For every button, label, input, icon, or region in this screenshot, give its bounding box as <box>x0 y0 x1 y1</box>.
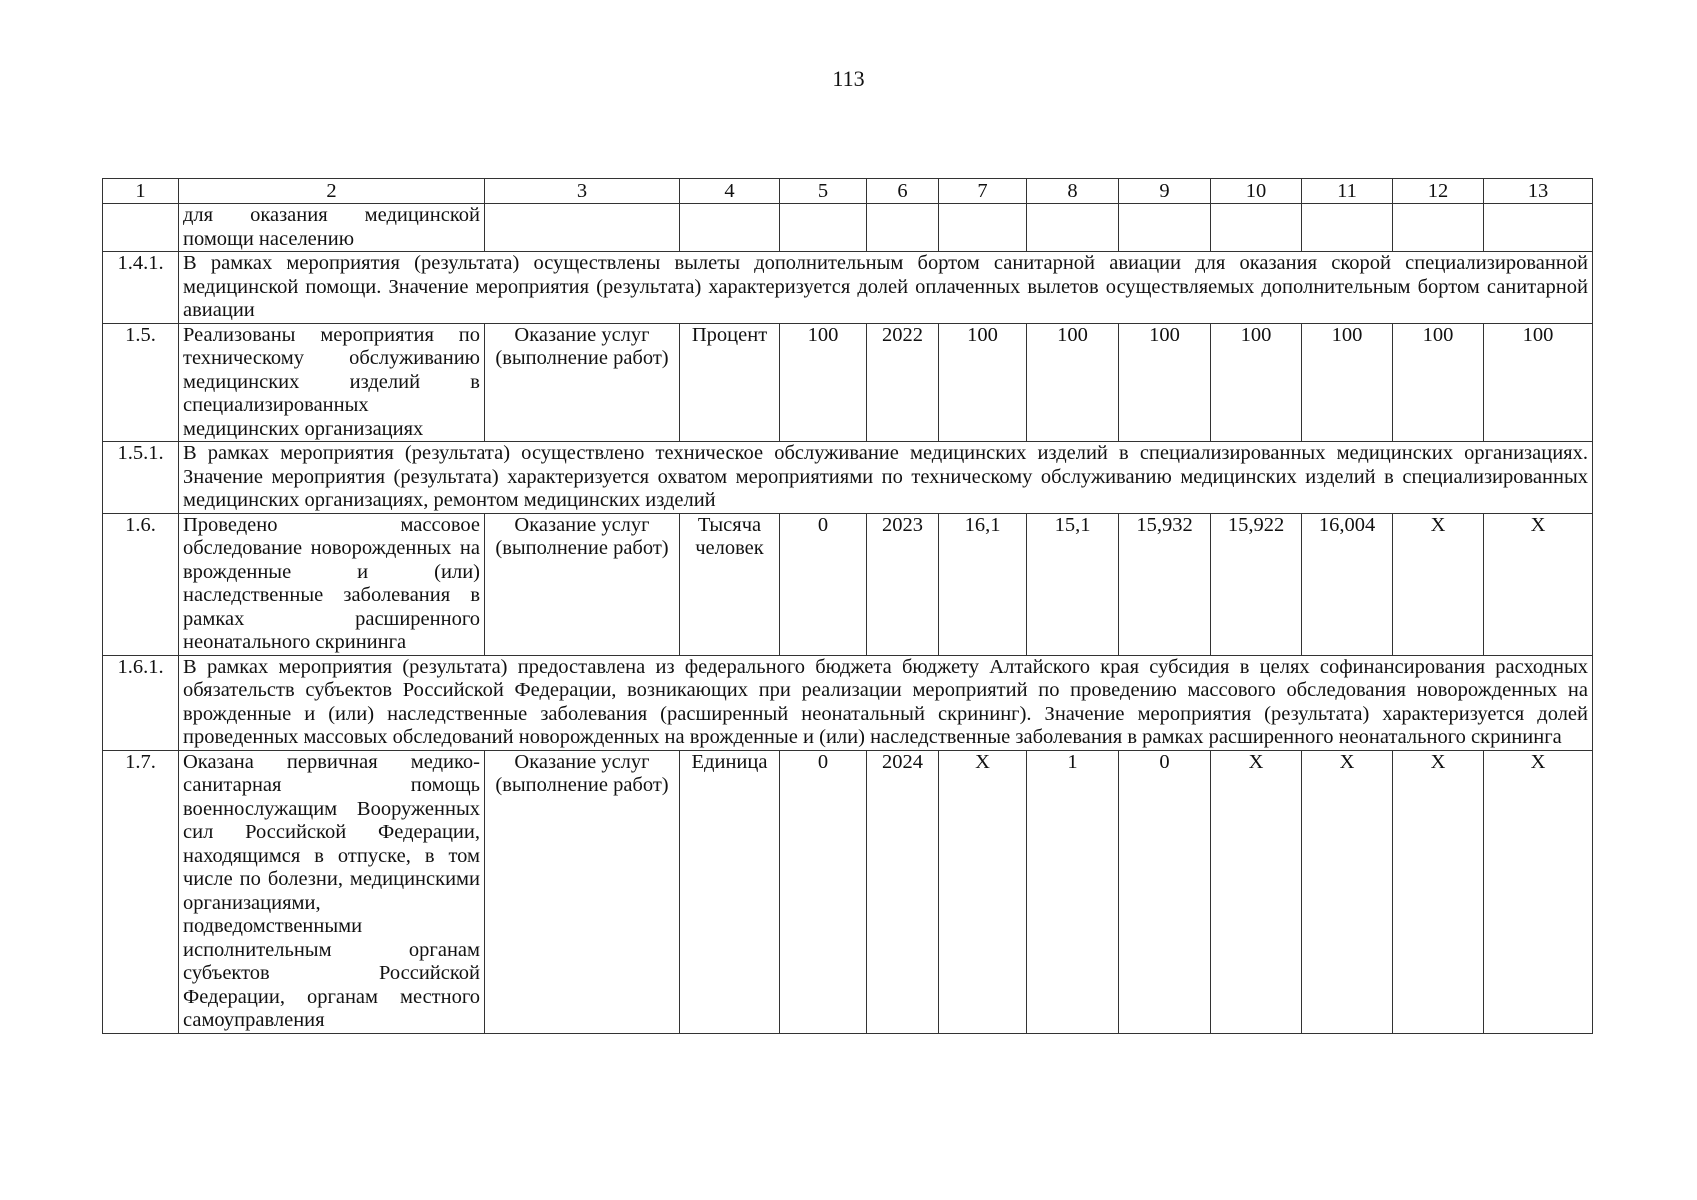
column-header: 9 <box>1119 179 1211 204</box>
column-header: 13 <box>1484 179 1593 204</box>
column-number-row <box>103 179 1593 204</box>
page-number: 113 <box>832 66 865 91</box>
empty-cell <box>780 204 867 252</box>
value-cell: 100 <box>1211 323 1302 442</box>
row-type: Оказание услуг (выполнение работ) <box>485 323 680 442</box>
column-header: 1 <box>103 179 179 204</box>
column-header: 5 <box>780 179 867 204</box>
value-cell: X <box>1302 750 1393 1033</box>
value-cell: 15,922 <box>1211 513 1302 655</box>
table-row <box>103 252 1593 324</box>
value-cell: 15,932 <box>1119 513 1211 655</box>
value-cell: 100 <box>939 323 1027 442</box>
empty-cell <box>1211 204 1302 252</box>
value-cell: 0 <box>780 750 867 1033</box>
value-cell: 100 <box>1302 323 1393 442</box>
row-number: 1.7. <box>103 750 179 1033</box>
column-header: 8 <box>1027 179 1119 204</box>
empty-cell <box>1484 204 1593 252</box>
value-cell: X <box>939 750 1027 1033</box>
row-type: Оказание услуг (выполнение работ) <box>485 513 680 655</box>
value-cell: 100 <box>1393 323 1484 442</box>
value-cell: 2024 <box>867 750 939 1033</box>
row-number: 1.5. <box>103 323 179 442</box>
empty-cell <box>939 204 1027 252</box>
column-header: 12 <box>1393 179 1484 204</box>
empty-cell <box>1302 204 1393 252</box>
row-number <box>103 204 179 252</box>
value-cell: X <box>1484 513 1593 655</box>
column-header: 6 <box>867 179 939 204</box>
row-unit: Тысяча человек <box>680 513 780 655</box>
row-number: 1.6.1. <box>103 655 179 750</box>
column-header: 10 <box>1211 179 1302 204</box>
column-header: 11 <box>1302 179 1393 204</box>
row-type: Оказание услуг (выполнение работ) <box>485 750 680 1033</box>
column-header: 2 <box>179 179 485 204</box>
value-cell: X <box>1211 750 1302 1033</box>
row-number: 1.5.1. <box>103 442 179 514</box>
value-cell: X <box>1393 513 1484 655</box>
table-row <box>103 513 1593 655</box>
value-cell: 2023 <box>867 513 939 655</box>
value-cell: 0 <box>780 513 867 655</box>
value-cell: 16,1 <box>939 513 1027 655</box>
row-name: Реализованы мероприятия по техническому обслуживанию медицинских изделий в специализированных медицинских организациях <box>179 323 485 442</box>
row-unit: Процент <box>680 323 780 442</box>
value-cell: 16,004 <box>1302 513 1393 655</box>
row-name: для оказания медицинской помощи населению <box>179 204 485 252</box>
table-row <box>103 750 1593 1033</box>
value-cell: 0 <box>1119 750 1211 1033</box>
row-number: 1.4.1. <box>103 252 179 324</box>
empty-cell <box>1027 204 1119 252</box>
value-cell: 100 <box>1119 323 1211 442</box>
row-name: Проведено массовое обследование новорожденных на врожденные и (или) наследственные заболевания в рамках расширенного неонатального скрининга <box>179 513 485 655</box>
value-cell: 100 <box>780 323 867 442</box>
value-cell: 15,1 <box>1027 513 1119 655</box>
result-description: В рамках мероприятия (результата) предоставлена из федерального бюджета бюджету Алтайского края субсидия в целях софинансирования расходных обязательств субъектов Российской Федерации, возникающих при реализации мероприятий по проведению массового обследования новорожденных на врожденные и (или) наследственные заболевания (расширенный неонатальный скрининг). Значение мероприятия (результата) характеризуется долей проведенных массовых обследований новорожденных на врожденные и (или) наследственные заболевания в рамках расширенного неонатального скрининга <box>179 655 1593 750</box>
value-cell: 1 <box>1027 750 1119 1033</box>
value-cell: X <box>1393 750 1484 1033</box>
table-row <box>103 655 1593 750</box>
value-cell: 100 <box>1484 323 1593 442</box>
result-description: В рамках мероприятия (результата) осуществлены вылеты дополнительным бортом санитарной авиации для оказания скорой специализированной медицинской помощи. Значение мероприятия (результата) характеризуется долей оплаченных вылетов осуществляемых дополнительным бортом санитарной авиации <box>179 252 1593 324</box>
value-cell: 100 <box>1027 323 1119 442</box>
row-unit: Единица <box>680 750 780 1033</box>
empty-cell <box>867 204 939 252</box>
table-row <box>103 323 1593 442</box>
result-description: В рамках мероприятия (результата) осуществлено техническое обслуживание медицинских изделий в специализированных медицинских организациях. Значение мероприятия (результата) характеризуется охватом мероприятиями по техническому обслуживанию медицинских изделий в специализированных медицинских организациях, ремонтом медицинских изделий <box>179 442 1593 514</box>
column-header: 4 <box>680 179 780 204</box>
column-header: 7 <box>939 179 1027 204</box>
column-header: 3 <box>485 179 680 204</box>
row-name: Оказана первичная медико-санитарная помощь военнослужащим Вооруженных сил Российской Федерации, находящимся в отпуске, в том числе по болезни, медицинскими организациями, подведомственными исполнительным органам субъектов Российской Федерации, органам местного самоуправления <box>179 750 485 1033</box>
empty-cell <box>1119 204 1211 252</box>
value-cell: X <box>1484 750 1593 1033</box>
indicators-table <box>102 178 1593 1034</box>
table-row <box>103 204 1593 252</box>
empty-cell <box>680 204 780 252</box>
empty-cell <box>1393 204 1484 252</box>
table-row <box>103 442 1593 514</box>
value-cell: 2022 <box>867 323 939 442</box>
empty-cell <box>485 204 680 252</box>
row-number: 1.6. <box>103 513 179 655</box>
